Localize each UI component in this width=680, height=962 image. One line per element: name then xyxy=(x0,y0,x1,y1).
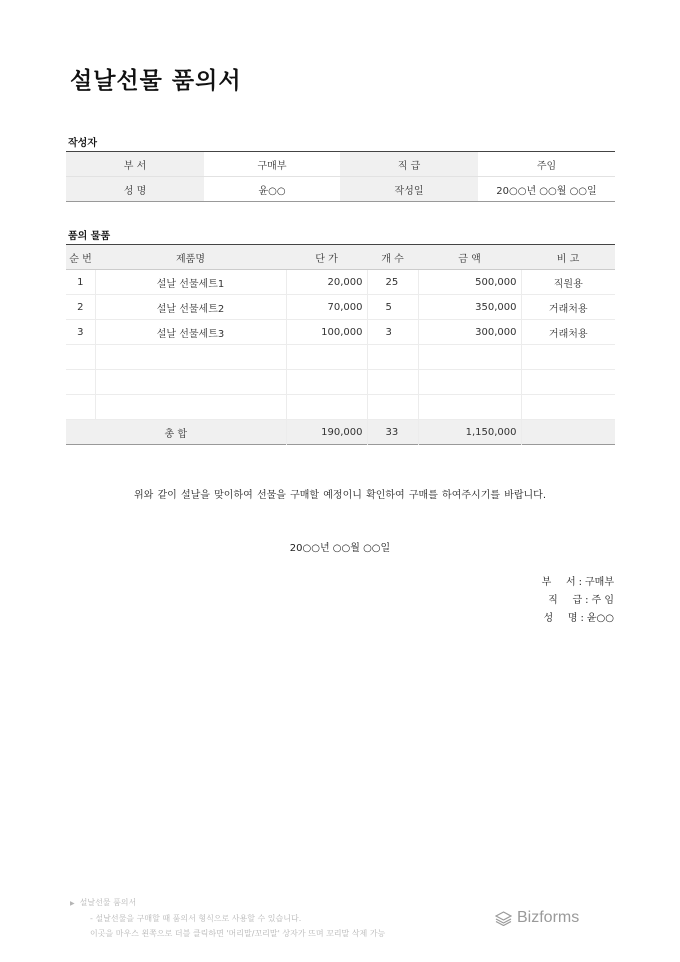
total-label: 총 합 xyxy=(66,420,286,445)
value-written-date: 20○○년 ○○월 ○○일 xyxy=(496,185,597,197)
cell-price: 70,000 xyxy=(286,295,367,320)
author-info-table xyxy=(66,151,615,202)
total-amount: 1,150,000 xyxy=(418,420,521,445)
signature-position: 직 급 : 주 임 xyxy=(548,595,614,606)
signature-department: 부 서 : 구매부 xyxy=(541,577,614,588)
request-notice: 위와 같이 설날을 맞이하여 선물을 구매할 예정이니 확인하여 구매를 하여주시기를 바랍니다. xyxy=(133,490,547,501)
header-price: 단 가 xyxy=(286,245,367,270)
cell-amount: 300,000 xyxy=(418,320,521,345)
header-product: 제품명 xyxy=(95,245,286,270)
header-note: 비 고 xyxy=(521,245,615,270)
cell-no: 2 xyxy=(66,295,95,320)
cell-qty: 5 xyxy=(367,295,418,320)
label-written-date: 작성일 xyxy=(340,177,478,202)
empty-row xyxy=(66,345,615,370)
cell-no: 3 xyxy=(66,320,95,345)
cell-product: 설날 선물세트3 xyxy=(95,320,286,345)
items-table xyxy=(66,244,615,445)
author-row-department xyxy=(66,152,615,177)
label-position: 직 급 xyxy=(340,152,478,177)
cell-note: 거래처용 xyxy=(521,295,615,320)
label-department: 부 서 xyxy=(66,152,204,177)
header-no: 순 번 xyxy=(66,245,95,270)
total-row xyxy=(66,420,615,445)
cell-price: 100,000 xyxy=(286,320,367,345)
header-qty: 개 수 xyxy=(367,245,418,270)
footer-description: - 설날선물을 구매할 때 품의서 형식으로 사용할 수 있습니다. xyxy=(90,914,302,923)
cell-qty: 3 xyxy=(367,320,418,345)
value-department: 구매부 xyxy=(204,152,340,177)
cell-product: 설날 선물세트2 xyxy=(95,295,286,320)
author-section-label: 작성자 xyxy=(68,138,97,149)
triangle-bullet-icon: ▶ xyxy=(70,900,75,907)
table-row xyxy=(66,270,615,295)
table-row xyxy=(66,295,615,320)
cell-no: 1 xyxy=(66,270,95,295)
items-header-row xyxy=(66,245,615,270)
cell-qty: 25 xyxy=(367,270,418,295)
document-title: 설날선물 품의서 xyxy=(70,68,242,94)
value-position: 주임 xyxy=(478,152,615,177)
cell-note: 거래처용 xyxy=(521,320,615,345)
bizforms-logo: Bizforms xyxy=(495,909,579,927)
empty-row xyxy=(66,370,615,395)
cell-amount: 350,000 xyxy=(418,295,521,320)
total-note xyxy=(521,420,615,445)
footer-title: ▶ 설날선물 품의서 xyxy=(70,895,385,911)
total-price: 190,000 xyxy=(286,420,367,445)
table-row xyxy=(66,320,615,345)
page-footer[interactable] xyxy=(70,895,385,941)
items-section-label: 품의 물품 xyxy=(68,231,111,242)
author-row-name xyxy=(66,177,615,202)
cell-product: 설날 선물세트1 xyxy=(95,270,286,295)
footer-hint: 이곳을 마우스 왼쪽으로 더블 클릭하면 '머리말/꼬리말' 상자가 뜨며 꼬리말 삭제 가능 xyxy=(90,929,386,938)
signature-name: 성 명 : 윤○○ xyxy=(543,613,614,624)
layers-icon xyxy=(495,911,512,926)
label-name: 성 명 xyxy=(66,177,204,202)
cell-note: 직원용 xyxy=(521,270,615,295)
total-qty: 33 xyxy=(367,420,418,445)
header-amount: 금 액 xyxy=(418,245,521,270)
cell-price: 20,000 xyxy=(286,270,367,295)
value-name: 윤○○ xyxy=(258,185,286,197)
cell-amount: 500,000 xyxy=(418,270,521,295)
empty-row xyxy=(66,395,615,420)
document-date: 20○○년 ○○월 ○○일 xyxy=(289,543,391,554)
